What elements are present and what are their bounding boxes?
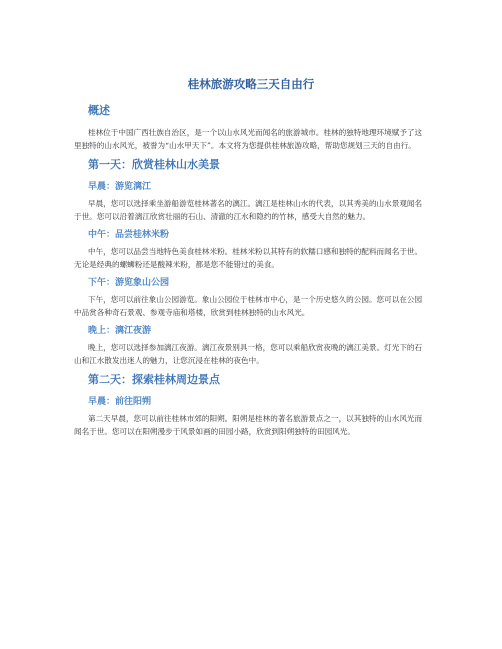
subheading-day1-evening: 晚上：漓江夜游 xyxy=(88,326,152,336)
paragraph-day2-morning: 第二天早晨，您可以前往桂林市郊的阳朔。阳朔是桂林的著名旅游景点之一，以其独特的山水风光而闻名于世。您可以在阳朔漫步于风景如画的田园小路，欣赏到阳朔独特的田园风光。 xyxy=(74,414,423,436)
subheading-day1-afternoon: 下午：游览象山公园 xyxy=(88,278,170,288)
paragraph-day1-morning: 早晨，您可以选择乘坐游船游览桂林著名的漓江。漓江是桂林山水的代表，以其秀美的山水景观闻名于世。您可以沿着漓江欣赏壮丽的石山、清澈的江水和隐约的竹林，感受大自然的魅力。 xyxy=(74,199,423,221)
paragraph-day1-evening: 晚上，您可以选择参加漓江夜游。漓江夜景别具一格，您可以乘船欣赏夜晚的漓江美景。灯光下的石山和江水散发出迷人的魅力，让您沉浸在桂林的夜色中。 xyxy=(74,343,423,365)
subheading-day2-morning: 早晨：前往阳朔 xyxy=(88,397,152,407)
overview-paragraph: 桂林位于中国广西壮族自治区，是一个以山水风光而闻名的旅游城市。桂林的独特地理环境赋予了这里独特的山水风光，被誉为“山水甲天下”。本文将为您提供桂林旅游攻略，帮助您规划三天的自由行。 xyxy=(74,128,423,150)
section-heading-day2: 第二天：探索桂林周边景点 xyxy=(88,373,220,386)
section-heading-day1: 第一天：欣赏桂林山水美景 xyxy=(88,158,220,171)
section-heading-overview: 概述 xyxy=(88,104,110,117)
paragraph-day1-afternoon: 下午，您可以前往象山公园游览。象山公园位于桂林市中心，是一个历史悠久的公园。您可以在公园中品赏各种奇石景观、参观寺庙和塔楼，欣赏到桂林独特的山水风光。 xyxy=(74,295,423,317)
paragraph-day1-noon: 中午，您可以品尝当地特色美食桂林米粉。桂林米粉以其特有的软糯口感和独特的配料而闻名于世。无论是经典的螺蛳粉还是酸辣米粉，都是您不能错过的美食。 xyxy=(74,247,423,269)
subheading-day1-noon: 中午：品尝桂林米粉 xyxy=(88,230,170,240)
document-title: 桂林旅游攻略三天自由行 xyxy=(187,77,315,91)
subheading-day1-morning: 早晨：游览漓江 xyxy=(88,182,152,192)
